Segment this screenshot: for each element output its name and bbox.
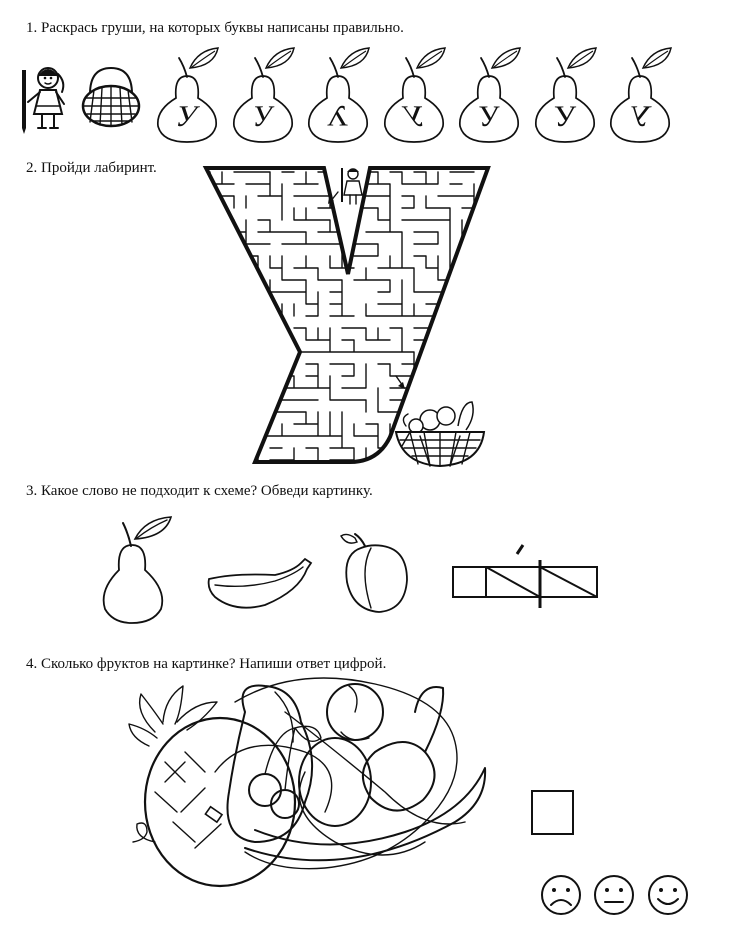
fruit-basket-icon [390, 396, 490, 468]
word-scheme [450, 540, 600, 605]
hidden-fruits-picture [125, 672, 495, 897]
task-4-instruction: 4. Сколько фруктов на картинке? Напиши ответ цифрой. [26, 656, 387, 672]
pear-letter: У [478, 100, 500, 133]
task-3-instruction: 3. Какое слово не подходит к схеме? Обведи картинку. [26, 483, 373, 499]
task-1-instruction: 1. Раскрась груши, на которых буквы написаны правильно. [26, 20, 404, 36]
pear-5[interactable] [454, 44, 524, 144]
pear-2[interactable] [228, 44, 298, 144]
pear-letter: У [553, 99, 576, 133]
pear-1[interactable] [152, 44, 222, 144]
self-assessment-faces [540, 873, 690, 917]
empty-basket-icon [80, 64, 142, 128]
neutral-face-icon[interactable] [595, 876, 633, 914]
task-2-instruction: 2. Пройди лабиринт. [26, 160, 157, 176]
happy-face-icon[interactable] [649, 876, 687, 914]
pear-6[interactable] [530, 44, 600, 144]
pear-letter: У [399, 99, 428, 133]
answer-box[interactable] [531, 790, 574, 835]
pear-4[interactable] [379, 44, 449, 144]
pear-3[interactable] [303, 44, 373, 144]
pear-letter: У [327, 99, 349, 132]
banana-picture[interactable] [205, 555, 315, 615]
pear-letter: У [625, 99, 655, 133]
pear-letter: У [172, 99, 202, 133]
pear-letter: У [249, 100, 275, 134]
plum-picture[interactable] [335, 530, 415, 615]
maze-start-girl-icon [341, 168, 362, 204]
pear-picture[interactable] [95, 515, 170, 625]
sad-face-icon[interactable] [542, 876, 580, 914]
girl-with-pencil-icon [18, 62, 70, 134]
pear-7[interactable] [605, 44, 675, 144]
